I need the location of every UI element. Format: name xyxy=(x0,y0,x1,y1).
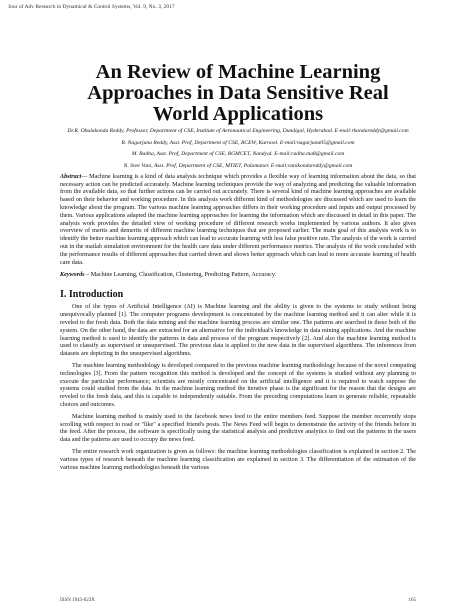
abstract-text: — Machine learning is a kind of data analysis technique which provides a flexible way of learning information about the data, so that necessary action can be predicted accurately. Machine learning techniques provide the way of analyzing and predicting the valuable information from the available data, so that further actions can be carried out accurately. There is several kind of machine learning approaches are available based on their behavior and working procedure. In this analysis work different kind of methodologies are discussed which are used to learn the knowledge about the program. The various machine learning approaches differs in their working procedure and inputs and output processed by them. Various applications adapted the machine learning approaches for learning the information which are discussed in detail in this paper. The analysis work provides the detailed view of working procedure of different research works implemented by various authors. It also gives overview of merits and demerits of different machine learning techniques that are proposed earlier. The main goal of this analysis work is to identify the better machine learning approach which can lead to accurate learning with less false positive rate. The analysis of the work is carried out in the matlab simulation environment for the health care data under different performance metrics. The analysis of the work concluded with the performance results of different approaches that carried down and shows better approach which can lead to more accurate learning of health care data. xyxy=(60,173,416,266)
body-paragraph: The machine learning methodology is developed compared to the previous machine learning methodology because of the novel computing technologies [3]. From the pattern recognition this method is developed and the concept of the systems is studied without any planning to execute the particular performance; scientists are mostly concentrated on the artificial intelligence and it is required to watch suppose the systems could studied from the data. In the machine learning method the iterative phase is the significant for the reason that the designs are reveled to the fresh data, and this is capable to independently suitable. From the preceding computations learn to generate reliable, repeatable choices and outcomes. xyxy=(60,362,416,408)
footer-issn: ISSN 1943-023X xyxy=(60,598,95,603)
journal-header: Jour of Adv Research in Dynamical & Control Systems, Vol. 9, No. 3, 2017 xyxy=(8,4,175,10)
keywords-label: Keywords xyxy=(60,272,85,279)
author-line: M. Radha, Asst. Prof, Department of CSE, RGMCET, Nandyal. E-mail:radha.ma8@gmail.com xyxy=(131,151,345,158)
author-line: N. Sree Vani, Asst. Prof, Department of CSE, MTIET, Palamaner. E-mail:vanikondareddy@gmail.com xyxy=(123,163,353,170)
body-paragraph: Machine learning method is mainly used to the facebook news feed to the entire members feed. Suppose the member recurrently stops scrolling with respect to read or "like" a specified friend's posts. The News Feed will begin to demonstrate the activity of the friends before in the feed. After the process, the software is specifically using the statistical analysis and predictive analytics to find out the patterns in the users data and the patterns are used to occupy the news feed. xyxy=(60,413,416,444)
abstract-label: Abstract xyxy=(60,173,82,180)
author-block xyxy=(60,127,416,170)
section-heading: I. Introduction xyxy=(60,289,124,301)
keywords-text: – Machine Learning, Classification, Clustering, Predicting Pattern, Accuracy. xyxy=(84,272,277,279)
keywords xyxy=(60,272,416,278)
author-line: Dr.R. Obulakonda Reddy, Professor, Department of CSE, Institute of Aeronautical Engineering, Dundigal, Hyderabad. E-mail:rkondareddy@gmail.com xyxy=(67,128,409,134)
body-paragraph: The entire research work organization is given as follows: the machine learning methodologies classification is explained in section 2. The various types of research beneath the machine learning classification are explained in section 3. The differentiation of the estimation of the various machine learning methodologies beneath the various xyxy=(60,448,416,471)
author-line: R. Nagarjuna Reddy, Asst. Prof, Department of CSE, RCEW, Kurnool. E-mail:nagarjuna05@gmail.com xyxy=(121,139,355,146)
paper-title: An Review of Machine Learning Approaches in Data Sensitive Real World Applications xyxy=(87,61,389,125)
body-paragraph: One of the types of Artificial Intelligence (AI) is Machine learning and the ability is given to the systems to study without being unequivocally planned [1]. The computer programs development is concentrated by the machine learning method and it can alter while it is reveled to the fresh data. Both the data mining and the machine learning process are similar one. The patterns are searched in these both of the system. On the other hand, the data are extracted for an alternative for the individual's knowledge in data mining applications. And the machine learning method is used to identify the patterns in data and process of the program respectively [2]. And also the machine learning method is used to classify as supervised or unsupervised. The previous data is applied to the new data in the supervised algorithms. The inferences from datasets are depicting in the unsupervised algorithms. xyxy=(60,304,416,358)
abstract xyxy=(60,174,416,268)
body-text xyxy=(60,304,416,472)
page-number: 165 xyxy=(408,598,416,603)
abstract-paragraph xyxy=(60,174,416,268)
